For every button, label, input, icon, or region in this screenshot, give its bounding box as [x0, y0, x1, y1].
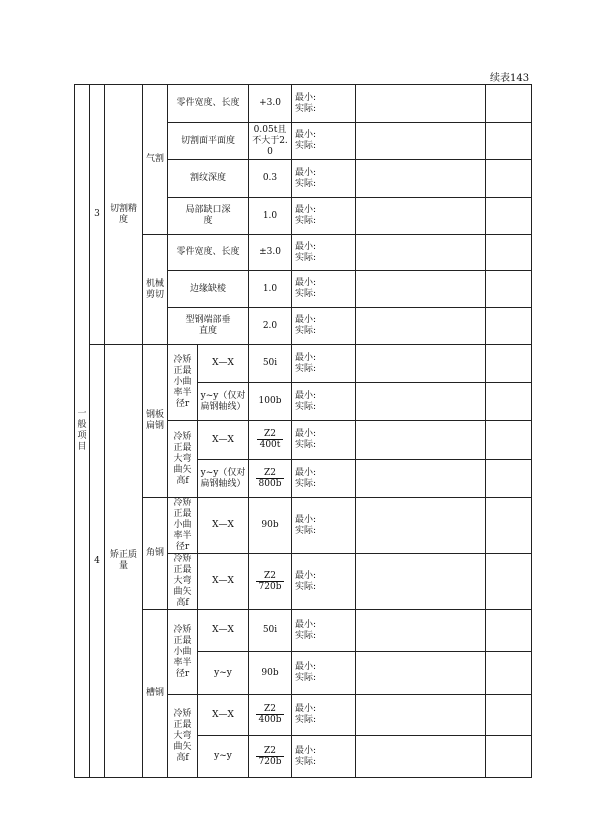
blank-cell	[486, 271, 532, 308]
blank-cell	[356, 235, 486, 271]
measure-cell: 最小: 实际:	[292, 345, 356, 383]
blank-cell	[486, 421, 532, 460]
formula-cell: $\frac{Z2}{400b}$	[249, 695, 292, 736]
category-cell	[75, 85, 90, 778]
blank-cell	[486, 235, 532, 271]
blank-cell	[356, 85, 486, 123]
blank-cell	[486, 554, 532, 610]
value-cell: ±3.0	[249, 235, 292, 271]
criterion-cell: 冷矫正最小曲率半径r	[168, 498, 198, 554]
blank-cell	[356, 736, 486, 778]
formula-cell: $\frac{Z2}{720b}$	[249, 736, 292, 778]
item-cell: 切割面平面度	[168, 123, 249, 160]
blank-cell	[486, 610, 532, 652]
blank-cell	[486, 85, 532, 123]
axis-cell: X—X	[198, 421, 249, 460]
measure-cell: 最小: 实际:	[292, 554, 356, 610]
axis-cell: y~y	[198, 736, 249, 778]
axis-cell: y~y	[198, 652, 249, 695]
item-cell: 零件宽度、长度	[168, 85, 249, 123]
measure-cell: 最小: 实际:	[292, 85, 356, 123]
table-row	[75, 610, 532, 652]
blank-cell	[356, 345, 486, 383]
category-label: 一般项目	[77, 409, 87, 452]
blank-cell	[356, 198, 486, 235]
blank-cell	[356, 271, 486, 308]
value-cell: +3.0	[249, 85, 292, 123]
value-cell: 100b	[249, 383, 292, 421]
measure-cell: 最小: 实际:	[292, 610, 356, 652]
blank-cell	[356, 460, 486, 498]
measure-cell: 最小: 实际:	[292, 421, 356, 460]
measure-cell: 最小: 实际:	[292, 160, 356, 198]
axis-cell: X—X	[198, 554, 249, 610]
subgroup-cell: 钢板扁钢	[143, 345, 168, 498]
item-cell: 型钢端部垂直度	[168, 308, 249, 345]
axis-cell: X—X	[198, 695, 249, 736]
axis-cell: X—X	[198, 498, 249, 554]
blank-cell	[356, 554, 486, 610]
axis-cell: X—X	[198, 610, 249, 652]
value-cell: 2.0	[249, 308, 292, 345]
value-cell: 50i	[249, 610, 292, 652]
blank-cell	[486, 736, 532, 778]
value-cell: 90b	[249, 498, 292, 554]
blank-cell	[486, 345, 532, 383]
blank-cell	[356, 383, 486, 421]
blank-cell	[486, 123, 532, 160]
item-cell: 零件宽度、长度	[168, 235, 249, 271]
continued-table-label: 续表143	[490, 73, 530, 84]
blank-cell	[486, 198, 532, 235]
value-cell: 90b	[249, 652, 292, 695]
blank-cell	[356, 160, 486, 198]
subgroup-cell: 角钢	[143, 498, 168, 610]
blank-cell	[486, 695, 532, 736]
axis-cell: y~y（仅对扁钢轴线）	[198, 460, 249, 498]
measure-cell: 最小: 实际:	[292, 198, 356, 235]
value-cell: 50i	[249, 345, 292, 383]
value-cell: 0.05t且不大于2.0	[249, 123, 292, 160]
blank-cell	[356, 123, 486, 160]
table-row	[75, 85, 532, 123]
index-cell: 3	[90, 85, 105, 345]
blank-cell	[486, 652, 532, 695]
criterion-cell: 冷矫正最大弯曲矢高f	[168, 421, 198, 498]
blank-cell	[486, 160, 532, 198]
formula-cell: $\frac{Z2}{720b}$	[249, 554, 292, 610]
subgroup-cell: 机械剪切	[143, 235, 168, 345]
index-cell: 4	[90, 345, 105, 778]
value-cell: 0.3	[249, 160, 292, 198]
criterion-cell: 冷矫正最小曲率半径r	[168, 610, 198, 695]
measure-cell: 最小: 实际:	[292, 308, 356, 345]
measure-cell: 最小: 实际:	[292, 271, 356, 308]
blank-cell	[356, 652, 486, 695]
item-cell: 割纹深度	[168, 160, 249, 198]
table-row	[75, 345, 532, 383]
blank-cell	[486, 308, 532, 345]
measure-cell: 最小: 实际:	[292, 695, 356, 736]
measure-cell: 最小: 实际:	[292, 235, 356, 271]
value-cell: 1.0	[249, 271, 292, 308]
measure-cell: 最小: 实际:	[292, 652, 356, 695]
formula-cell: $\frac{Z2}{400t}$	[249, 421, 292, 460]
value-cell: 1.0	[249, 198, 292, 235]
axis-cell: X—X	[198, 345, 249, 383]
formula-cell: $\frac{Z2}{800b}$	[249, 460, 292, 498]
subgroup-cell: 气割	[143, 85, 168, 235]
group-name-cell: 矫正质量	[105, 345, 143, 778]
criterion-cell: 冷矫正最大弯曲矢高f	[168, 695, 198, 778]
blank-cell	[486, 498, 532, 554]
criterion-cell: 冷矫正最小曲率半径r	[168, 345, 198, 421]
table-row	[75, 498, 532, 554]
measure-cell: 最小: 实际:	[292, 736, 356, 778]
item-cell: 边缘缺棱	[168, 271, 249, 308]
measure-cell: 最小: 实际:	[292, 383, 356, 421]
table-row	[75, 235, 532, 271]
blank-cell	[356, 610, 486, 652]
measure-cell: 最小: 实际:	[292, 460, 356, 498]
item-cell: 局部缺口深度	[168, 198, 249, 235]
inspection-table	[74, 84, 532, 778]
group-name-cell: 切割精度	[105, 85, 143, 345]
blank-cell	[356, 498, 486, 554]
blank-cell	[356, 695, 486, 736]
axis-cell: y~y（仅对扁钢轴线）	[198, 383, 249, 421]
criterion-cell: 冷矫正最大弯曲矢高f	[168, 554, 198, 610]
blank-cell	[486, 383, 532, 421]
blank-cell	[356, 308, 486, 345]
blank-cell	[356, 421, 486, 460]
measure-cell: 最小: 实际:	[292, 123, 356, 160]
subgroup-cell: 槽钢	[143, 610, 168, 778]
blank-cell	[486, 460, 532, 498]
measure-cell: 最小: 实际:	[292, 498, 356, 554]
